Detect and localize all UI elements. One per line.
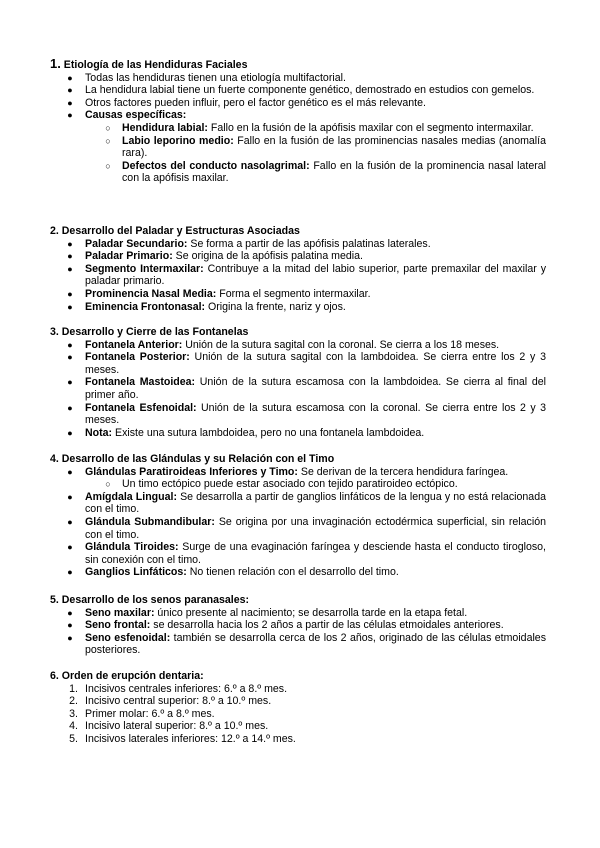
bullet-icon: ● — [67, 466, 73, 477]
list-item: ● Fontanela Esfenoidal: Unión de la sutura escamosa con la coronal. Se cierra entre los 2 y 3 meses. — [50, 402, 546, 427]
hollow-bullet-icon: ○ — [105, 135, 111, 146]
list-item: ● Todas las hendiduras tienen una etiología multifactorial. — [50, 72, 546, 85]
list-item: ● Fontanela Posterior: Unión de la sutura sagital con la lambdoidea. Se cierra entre los 2 y 3 meses. — [50, 351, 546, 376]
bullet-icon: ● — [67, 607, 73, 618]
section-6 — [50, 670, 546, 746]
section-6-ordered-list — [50, 683, 546, 746]
sub-list-item: ○ Labio leporino medio: Fallo en la fusión de las prominencias nasales medias (anomalía rara). — [50, 135, 546, 160]
list-number: 3. — [69, 707, 78, 720]
list-item: ● Otros factores pueden influir, pero el factor genético es el más relevante. — [50, 97, 546, 110]
list-item: ● Fontanela Anterior: Unión de la sutura sagital con la coronal. Se cierra a los 18 meses. — [50, 339, 546, 352]
list-number: 2. — [69, 695, 78, 708]
section-3 — [50, 326, 546, 439]
section-2-list — [50, 238, 546, 314]
ordered-list-item: 4. Incisivo lateral superior: 8.º a 10.º mes. — [50, 720, 546, 733]
ordered-list-item: 5. Incisivos laterales inferiores: 12.º a 14.º mes. — [50, 733, 546, 746]
section-4-title: 4. Desarrollo de las Glándulas y su Relación con el Timo — [50, 453, 335, 465]
sub-list-item: ○ Un timo ectópico puede estar asociado con tejido paratiroideo ectópico. — [50, 478, 546, 491]
list-item: ● Seno frontal: se desarrolla hacia los 2 años a partir de las células etmoidales anteriores. — [50, 619, 546, 632]
ordered-list-item: 2. Incisivo central superior: 8.º a 10.º mes. — [50, 695, 546, 708]
ordered-list-item: 1. Incisivos centrales inferiores: 6.º a 8.º mes. — [50, 683, 546, 696]
bullet-icon: ● — [67, 288, 73, 299]
list-item: ● Causas específicas: — [50, 109, 546, 122]
list-item: ● Paladar Secundario: Se forma a partir de las apófisis palatinas laterales. — [50, 238, 546, 251]
list-item: ● Glándula Tiroides: Surge de una evaginación faríngea y desciende hasta el conducto tirogloso, sin conexión con el timo. — [50, 541, 546, 566]
bullet-icon: ● — [67, 427, 73, 438]
section-3-title: 3. Desarrollo y Cierre de las Fontanelas — [50, 326, 249, 338]
list-item: ● Glándula Submandibular: Se origina por una invaginación ectodérmica superficial, sin relación con el timo. — [50, 516, 546, 541]
bullet-icon: ● — [67, 377, 73, 388]
section-3-list — [50, 339, 546, 440]
list-number: 1. — [69, 682, 78, 695]
list-number: 4. — [69, 720, 78, 733]
bullet-icon: ● — [67, 238, 73, 249]
list-item: ● Paladar Primario: Se origina de la apófisis palatina media. — [50, 250, 546, 263]
list-item: ● Segmento Intermaxilar: Contribuye a la mitad del labio superior, parte premaxilar del maxilar y paladar primario. — [50, 263, 546, 288]
bullet-icon: ● — [67, 251, 73, 262]
bullet-icon: ● — [67, 339, 73, 350]
bullet-icon: ● — [67, 542, 73, 553]
bullet-icon: ● — [67, 110, 73, 121]
sub-list-item: ○ Defectos del conducto nasolagrimal: Fallo en la fusión de la prominencia nasal lateral con la apófisis maxilar. — [50, 160, 546, 185]
section-2-title: 2. Desarrollo del Paladar y Estructuras Asociadas — [50, 225, 300, 237]
section-4 — [50, 453, 546, 579]
list-item: ● Eminencia Frontonasal: Origina la frente, nariz y ojos. — [50, 301, 546, 314]
section-2 — [50, 225, 546, 313]
bullet-icon: ● — [67, 491, 73, 502]
sub-list-item: ○ Hendidura labial: Fallo en la fusión de la apófisis maxilar con el segmento intermaxilar. — [50, 122, 546, 135]
bullet-icon: ● — [67, 516, 73, 527]
bullet-icon: ● — [67, 567, 73, 578]
section-4-list — [50, 466, 546, 579]
bullet-icon: ● — [67, 402, 73, 413]
bullet-icon: ● — [67, 263, 73, 274]
hollow-bullet-icon: ○ — [105, 479, 111, 490]
list-item: ● Seno esfenoidal: también se desarrolla cerca de los 2 años, originado de las células etmoidales posteriores. — [50, 632, 546, 657]
list-number: 5. — [69, 732, 78, 745]
list-item: ● Glándulas Paratiroideas Inferiores y Timo: Se derivan de la tercera hendidura faríngea. — [50, 466, 546, 479]
hollow-bullet-icon: ○ — [105, 122, 111, 133]
ordered-list-item: 3. Primer molar: 6.º a 8.º mes. — [50, 708, 546, 721]
hollow-bullet-icon: ○ — [105, 160, 111, 171]
section-5-list — [50, 607, 546, 657]
section-6-title: 6. Orden de erupción dentaria: — [50, 670, 204, 682]
section-5 — [50, 594, 546, 657]
section-1-title: 1. Etiología de las Hendiduras Faciales — [50, 56, 248, 71]
bullet-icon: ● — [67, 72, 73, 83]
bullet-icon: ● — [67, 85, 73, 96]
bullet-icon: ● — [67, 352, 73, 363]
list-item: ● Seno maxilar: único presente al nacimiento; se desarrolla tarde en la etapa fetal. — [50, 607, 546, 620]
section-1 — [50, 58, 546, 185]
section-5-title: 5. Desarrollo de los senos paranasales: — [50, 594, 250, 606]
bullet-icon: ● — [67, 97, 73, 108]
list-item: ● Prominencia Nasal Media: Forma el segmento intermaxilar. — [50, 288, 546, 301]
list-item: ● Amígdala Lingual: Se desarrolla a partir de ganglios linfáticos de la lengua y no está relacionada con el timo. — [50, 491, 546, 516]
section-1-list — [50, 72, 546, 185]
list-item: ● Nota: Existe una sutura lambdoidea, pero no una fontanela lambdoidea. — [50, 427, 546, 440]
list-item: ● Fontanela Mastoidea: Unión de la sutura escamosa con la lambdoidea. Se cierra al final del primer año. — [50, 376, 546, 401]
bullet-icon: ● — [67, 301, 73, 312]
list-item: ● La hendidura labial tiene un fuerte componente genético, demostrado en estudios con gemelos. — [50, 84, 546, 97]
bullet-icon: ● — [67, 620, 73, 631]
bullet-icon: ● — [67, 632, 73, 643]
list-item: ● Ganglios Linfáticos: No tienen relación con el desarrollo del timo. — [50, 566, 546, 579]
